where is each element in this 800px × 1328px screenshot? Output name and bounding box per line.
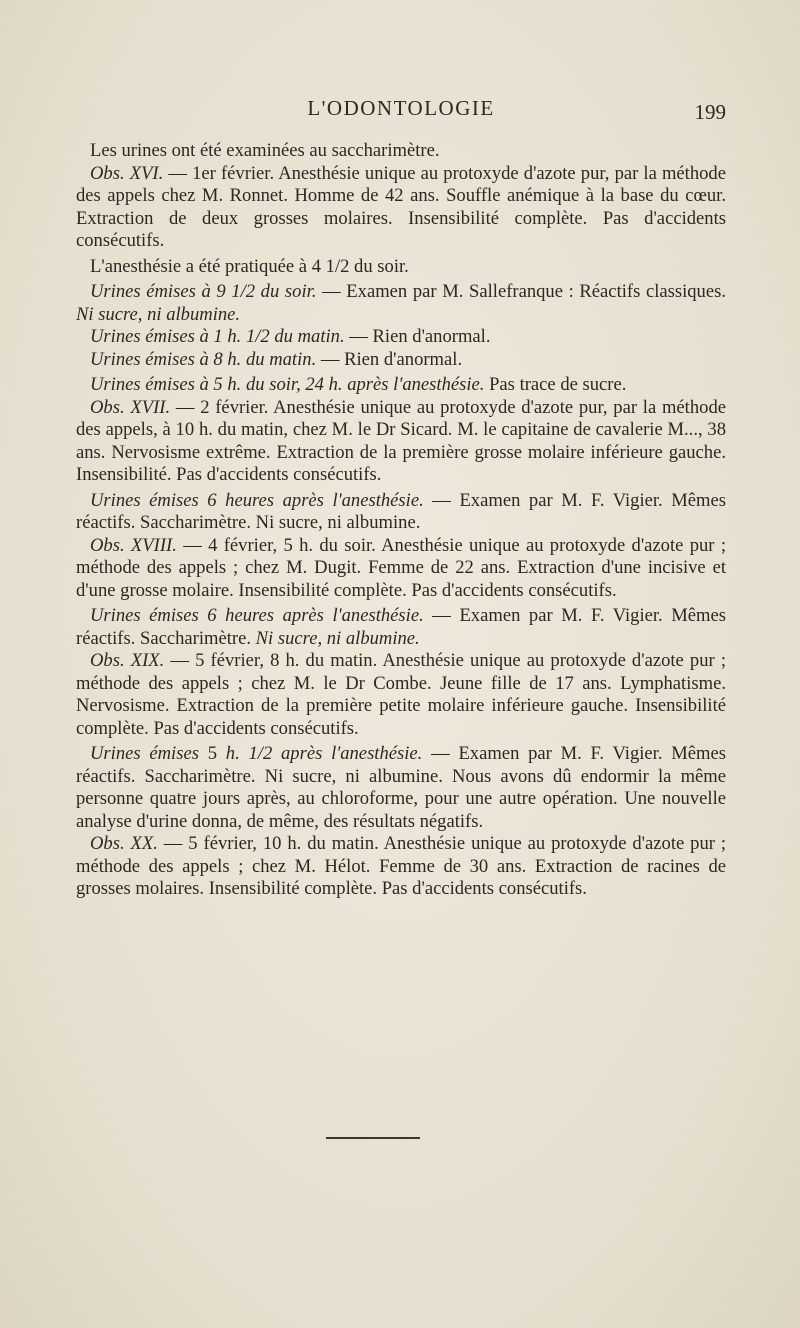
page-header — [76, 92, 726, 126]
paragraph: Obs. XIX. — 5 février, 8 h. du matin. Anesthésie unique au protoxyde d'azote pur ; méthode des appels ; chez M. le Dr Combe. Jeune fille de 17 ans. Lymphatisme. Nervosisme. Extraction de la première petite molaire inférieure gauche. Insensibilité complète. Pas d'accidents consécutifs. — [76, 650, 726, 739]
body-text — [76, 140, 726, 901]
paragraph: Urines émises 5 h. 1/2 après l'anesthésie. — Examen par M. F. Vigier. Mêmes réactifs. Saccharimètre. Ni sucre, ni albumine. Nous avons dû endormir la même personne quatre jours après, au chloroforme, pour une autre opération. Une nouvelle analyse d'urine donna, de même, des résultats négatifs. — [76, 743, 726, 832]
paragraph: L'anesthésie a été pratiquée à 4 1/2 du soir. — [90, 255, 409, 277]
paragraph: Obs. XVIII. — 4 février, 5 h. du soir. Anesthésie unique au protoxyde d'azote pur ; méthode des appels ; chez M. Dugit. Femme de 22 ans. Extraction d'une incisive et d'une grosse molaire. Insensibilité complète. Pas d'accidents consécutifs. — [76, 534, 726, 601]
paragraph: Urines émises à 1 h. 1/2 du matin. — Rien d'anormal. — [90, 326, 491, 347]
closing-rule — [326, 1137, 420, 1139]
paragraph: Urines émises à 5 h. du soir, 24 h. après l'anesthésie. Pas trace de sucre. — [90, 374, 627, 395]
paragraph: Obs. XX. — 5 février, 10 h. du matin. Anesthésie unique au protoxyde d'azote pur ; méthode des appels ; chez M. Hélot. Femme de 30 ans. Extraction de racines de grosses molaires. Insensibilité complète. Pas d'accidents consécutifs. — [76, 833, 727, 899]
running-title: L'ODONTOLOGIE — [307, 96, 495, 120]
paragraph: Urines émises à 9 1/2 du soir. — Examen par M. Sallefranque : Réactifs classiques. Ni sucre, ni albumine. — [76, 281, 726, 325]
paragraph: Urines émises 6 heures après l'anesthésie. — Examen par M. F. Vigier. Mêmes réactifs. Saccharimètre. Ni sucre, ni albumine. — [76, 489, 726, 533]
page-number: 199 — [694, 100, 726, 124]
paragraph: Urines émises 6 heures après l'anesthésie. — Examen par M. F. Vigier. Mêmes réactifs. Saccharimètre. Ni sucre, ni albumine. — [76, 605, 726, 649]
paragraph: Obs. XVII. — 2 février. Anesthésie unique au protoxyde d'azote pur, par la méthode des appels, à 10 h. du matin, chez M. le Dr Sicard. M. le capitaine de cavalerie M..., 38 ans. Nervosisme extrême. Extraction de la première grosse molaire inférieure gauche. Insensibilité. Pas d'accidents consécutifs. — [76, 396, 726, 485]
paragraph: Obs. XVI. — 1er février. Anesthésie unique au protoxyde d'azote pur, par la méthode des appels chez M. Ronnet. Homme de 42 ans. Souffle anémique à la base du cœur. Extraction de deux grosses molaires. Insensibilité complète. Pas d'accidents consécutifs. — [76, 162, 726, 251]
paragraph: Les urines ont été examinées au saccharimètre. — [90, 140, 440, 161]
paragraph: Urines émises à 8 h. du matin. — Rien d'anormal. — [90, 348, 463, 370]
